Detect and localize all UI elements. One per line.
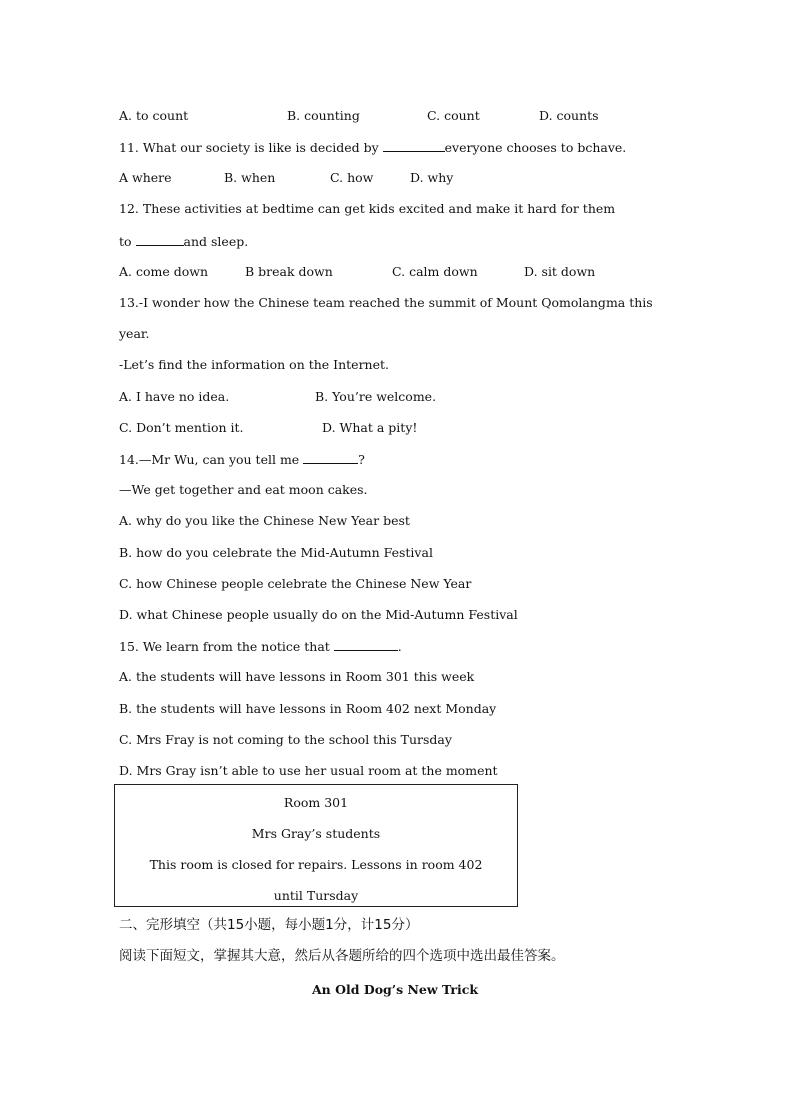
q11-option-b: B. when — [224, 170, 276, 185]
q10-option-c: C. count — [427, 108, 480, 123]
section-heading: 二、完形填空（共15小题，每小题1分，计15分） — [119, 917, 419, 933]
notice-closure: This room is closed for repairs. Lessons in room 402 — [149, 857, 483, 872]
q10-option-b: B. counting — [287, 108, 360, 123]
q14-question — [119, 451, 365, 468]
q14-response: —We get together and eat moon cakes. — [119, 482, 368, 497]
q13-option-b: B. You’re welcome. — [315, 389, 437, 404]
q12-option-a: A. come down — [119, 264, 209, 279]
notice-until: until Tursday — [273, 888, 359, 903]
q13-option-c: C. Don’t mention it. — [119, 420, 244, 435]
q15-option-c: C. Mrs Fray is not coming to the school this Tursday — [119, 732, 452, 747]
q11-option-d: D. why — [410, 170, 454, 185]
q11-text-post: everyone chooses to bchave. — [444, 140, 627, 155]
q12-option-b: B break down — [245, 264, 333, 279]
section-instruction: 阅读下面短文，掌握其大意，然后从各题所给的四个选项中选出最佳答案。 — [119, 948, 565, 964]
q12-blank — [136, 233, 184, 246]
q10-option-d: D. counts — [539, 108, 599, 123]
q13-question-line1: 13.-I wonder how the Chinese team reached the summit of Mount Qomolangma this — [119, 295, 653, 310]
q13-option-d: D. What a pity! — [322, 420, 418, 435]
q15-text-post: . — [397, 639, 402, 654]
notice-students: Mrs Gray’s students — [251, 826, 381, 841]
q12-question-line1: 12. These activities at bedtime can get kids excited and make it hard for them — [119, 201, 616, 216]
q15-option-b: B. the students will have lessons in Room 402 next Monday — [119, 701, 497, 716]
q13-question-line2: year. — [119, 326, 150, 341]
q15-question — [119, 638, 402, 655]
q15-text-pre: 15. We learn from the notice that — [119, 639, 334, 654]
q11-question — [119, 139, 626, 156]
q13-option-a: A. I have no idea. — [119, 389, 230, 404]
q11-option-a: A where — [119, 170, 172, 185]
q12-question-line2 — [119, 233, 248, 250]
q14-blank — [303, 451, 358, 464]
q10-option-a: A. to count — [119, 108, 189, 123]
q14-text-pre: 14.—Mr Wu, can you tell me — [119, 452, 304, 467]
q11-option-c: C. how — [330, 170, 374, 185]
q15-option-a: A. the students will have lessons in Room 301 this week — [119, 669, 475, 684]
q14-text-post: ? — [358, 452, 365, 467]
q11-blank — [383, 139, 445, 152]
q14-option-d: D. what Chinese people usually do on the Mid-Autumn Festival — [119, 607, 518, 622]
q13-response: -Let’s find the information on the Internet. — [119, 357, 389, 372]
notice-box — [114, 784, 518, 907]
passage-title: An Old Dog’s New Trick — [311, 982, 478, 997]
q12-option-c: C. calm down — [392, 264, 478, 279]
q12-text-pre: to — [119, 234, 136, 249]
q15-blank — [334, 638, 398, 651]
q11-text-pre: 11. What our society is like is decided by — [119, 140, 383, 155]
q14-option-b: B. how do you celebrate the Mid-Autumn Festival — [119, 545, 433, 560]
q12-option-d: D. sit down — [524, 264, 596, 279]
q14-option-c: C. how Chinese people celebrate the Chinese New Year — [119, 576, 472, 591]
notice-room: Room 301 — [283, 795, 349, 810]
q15-option-d: D. Mrs Gray isn’t able to use her usual room at the moment — [119, 763, 498, 778]
q12-text-post: and sleep. — [183, 234, 249, 249]
q14-option-a: A. why do you like the Chinese New Year best — [119, 513, 410, 528]
